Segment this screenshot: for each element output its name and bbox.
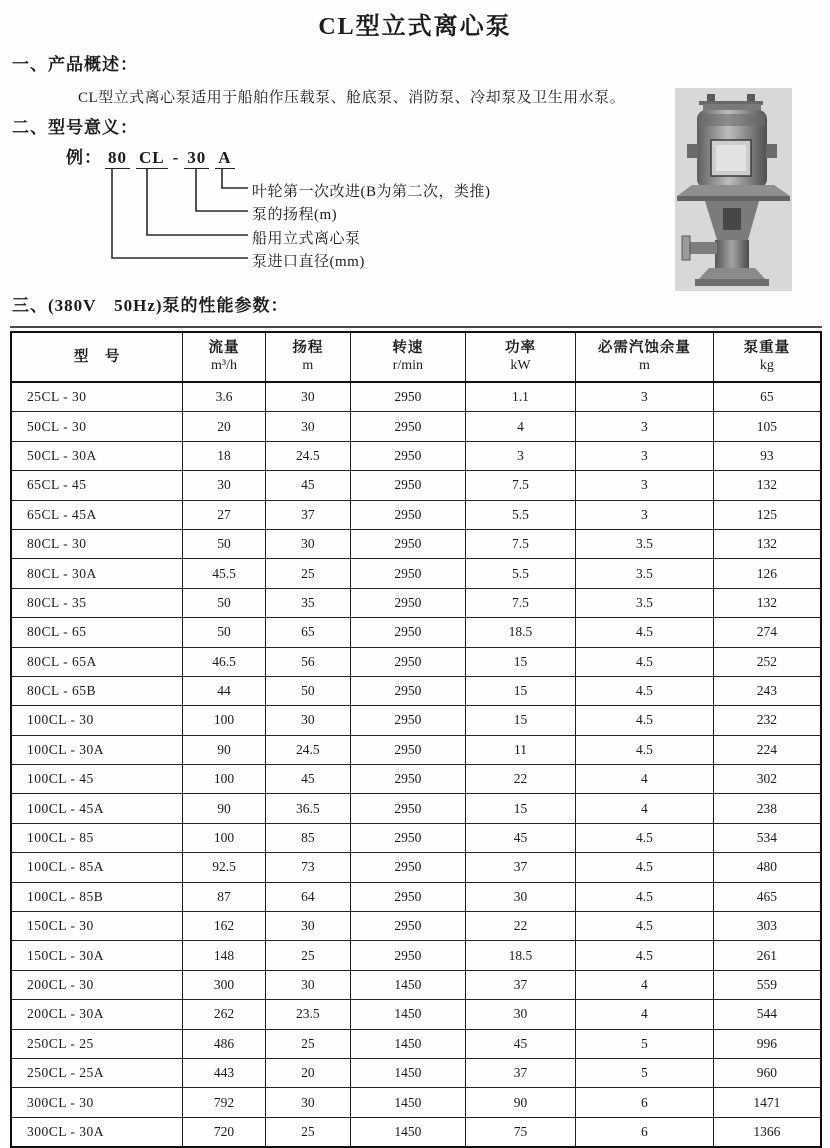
value-cell: 2950 — [350, 823, 465, 852]
model-cell: 100CL - 30 — [11, 706, 183, 735]
value-cell: 224 — [713, 735, 821, 764]
value-cell: 37 — [465, 853, 575, 882]
value-cell: 2950 — [350, 882, 465, 911]
column-header-label: 泵重量 — [743, 340, 791, 357]
value-cell: 2950 — [350, 647, 465, 676]
model-part-dash: - — [172, 148, 180, 167]
value-cell: 4 — [576, 1000, 714, 1029]
value-cell: 252 — [713, 647, 821, 676]
value-cell: 90 — [183, 735, 266, 764]
table-row — [11, 735, 821, 764]
section-model-heading: 二、型号意义： — [12, 118, 138, 137]
value-cell: 65 — [713, 382, 821, 412]
value-cell: 100 — [183, 765, 266, 794]
table-row — [11, 412, 821, 441]
value-cell: 4 — [576, 794, 714, 823]
value-cell: 2950 — [350, 912, 465, 941]
value-cell: 559 — [713, 970, 821, 999]
value-cell: 3 — [576, 412, 714, 441]
table-row — [11, 382, 821, 412]
value-cell: 1450 — [350, 1058, 465, 1087]
value-cell: 1471 — [713, 1088, 821, 1117]
model-cell: 80CL - 65B — [11, 676, 183, 705]
value-cell: 4.5 — [576, 823, 714, 852]
value-cell: 4.5 — [576, 735, 714, 764]
value-cell: 792 — [183, 1088, 266, 1117]
value-cell: 50 — [183, 588, 266, 617]
model-cell: 100CL - 45 — [11, 765, 183, 794]
value-cell: 534 — [713, 823, 821, 852]
column-header — [465, 332, 575, 382]
value-cell: 24.5 — [265, 735, 350, 764]
value-cell: 45 — [265, 471, 350, 500]
value-cell: 303 — [713, 912, 821, 941]
value-cell: 2950 — [350, 618, 465, 647]
value-cell: 2950 — [350, 853, 465, 882]
table-row — [11, 500, 821, 529]
table-header-row — [11, 332, 821, 382]
model-cell: 80CL - 30 — [11, 529, 183, 558]
column-header — [576, 332, 714, 382]
table-row — [11, 1058, 821, 1087]
value-cell: 4.5 — [576, 853, 714, 882]
table-row — [11, 1117, 821, 1147]
value-cell: 243 — [713, 676, 821, 705]
column-header — [183, 332, 266, 382]
table-row — [11, 765, 821, 794]
value-cell: 4.5 — [576, 941, 714, 970]
value-cell: 960 — [713, 1058, 821, 1087]
model-cell: 250CL - 25A — [11, 1058, 183, 1087]
value-cell: 1450 — [350, 1088, 465, 1117]
model-cell: 100CL - 30A — [11, 735, 183, 764]
value-cell: 1.1 — [465, 382, 575, 412]
value-cell: 996 — [713, 1029, 821, 1058]
value-cell: 1450 — [350, 1117, 465, 1147]
column-header-label: 型 号 — [73, 348, 121, 365]
value-cell: 45 — [265, 765, 350, 794]
value-cell: 15 — [465, 676, 575, 705]
model-cell: 300CL - 30 — [11, 1088, 183, 1117]
value-cell: 45 — [465, 1029, 575, 1058]
value-cell: 24.5 — [265, 441, 350, 470]
model-cell: 100CL - 85 — [11, 823, 183, 852]
value-cell: 262 — [183, 1000, 266, 1029]
value-cell: 4.5 — [576, 618, 714, 647]
value-cell: 486 — [183, 1029, 266, 1058]
value-cell: 11 — [465, 735, 575, 764]
table-row — [11, 559, 821, 588]
table-row — [11, 529, 821, 558]
value-cell: 73 — [265, 853, 350, 882]
value-cell: 30 — [465, 1000, 575, 1029]
table-row — [11, 1088, 821, 1117]
column-header-unit: m — [302, 358, 314, 374]
column-header-label: 流量 — [208, 340, 240, 357]
model-cell: 200CL - 30 — [11, 970, 183, 999]
value-cell: 18.5 — [465, 618, 575, 647]
value-cell: 36.5 — [265, 794, 350, 823]
model-cell: 50CL - 30A — [11, 441, 183, 470]
table-body — [11, 382, 821, 1147]
value-cell: 25 — [265, 1117, 350, 1147]
value-cell: 90 — [465, 1088, 575, 1117]
value-cell: 6 — [576, 1088, 714, 1117]
column-header-label: 必需汽蚀余量 — [597, 340, 691, 357]
value-cell: 44 — [183, 676, 266, 705]
value-cell: 100 — [183, 706, 266, 735]
value-cell: 35 — [265, 588, 350, 617]
value-cell: 3.5 — [576, 588, 714, 617]
table-row — [11, 853, 821, 882]
value-cell: 45.5 — [183, 559, 266, 588]
model-callout-pump-type: 船用立式离心泵 — [252, 231, 361, 247]
value-cell: 18 — [183, 441, 266, 470]
value-cell: 20 — [183, 412, 266, 441]
value-cell: 50 — [183, 529, 266, 558]
column-header-unit: m — [638, 358, 650, 374]
value-cell: 125 — [713, 500, 821, 529]
value-cell: 3.5 — [576, 559, 714, 588]
model-meaning-diagram — [66, 143, 536, 275]
value-cell: 2950 — [350, 382, 465, 412]
value-cell: 4 — [576, 765, 714, 794]
value-cell: 2950 — [350, 706, 465, 735]
value-cell: 720 — [183, 1117, 266, 1147]
column-header-unit: r/min — [392, 358, 424, 374]
table-row — [11, 970, 821, 999]
table-row — [11, 882, 821, 911]
section-performance-heading: 三、(380V 50Hz)泵的性能参数： — [12, 296, 289, 315]
model-cell: 80CL - 35 — [11, 588, 183, 617]
table-row — [11, 941, 821, 970]
value-cell: 37 — [465, 1058, 575, 1087]
value-cell: 132 — [713, 529, 821, 558]
value-cell: 4.5 — [576, 676, 714, 705]
value-cell: 105 — [713, 412, 821, 441]
column-header — [713, 332, 821, 382]
model-callout-impeller-revision: 叶轮第一次改进(B为第二次，类推) — [252, 184, 491, 200]
value-cell: 85 — [265, 823, 350, 852]
value-cell: 274 — [713, 618, 821, 647]
model-cell: 100CL - 45A — [11, 794, 183, 823]
value-cell: 3.5 — [576, 529, 714, 558]
value-cell: 2950 — [350, 941, 465, 970]
table-row — [11, 912, 821, 941]
value-cell: 30 — [265, 970, 350, 999]
value-cell: 544 — [713, 1000, 821, 1029]
value-cell: 2950 — [350, 559, 465, 588]
performance-table — [10, 331, 822, 1148]
model-cell: 80CL - 30A — [11, 559, 183, 588]
model-cell: 25CL - 30 — [11, 382, 183, 412]
value-cell: 1366 — [713, 1117, 821, 1147]
model-cell: 80CL - 65 — [11, 618, 183, 647]
value-cell: 30 — [265, 412, 350, 441]
table-top-rule — [10, 326, 822, 328]
model-callout-inlet-diameter: 泵进口直径(mm) — [252, 254, 365, 270]
value-cell: 75 — [465, 1117, 575, 1147]
value-cell: 30 — [465, 882, 575, 911]
model-cell: 250CL - 25 — [11, 1029, 183, 1058]
value-cell: 4.5 — [576, 647, 714, 676]
value-cell: 27 — [183, 500, 266, 529]
value-cell: 45 — [465, 823, 575, 852]
value-cell: 443 — [183, 1058, 266, 1087]
value-cell: 2950 — [350, 412, 465, 441]
value-cell: 22 — [465, 912, 575, 941]
model-cell: 80CL - 65A — [11, 647, 183, 676]
column-header-unit: kg — [759, 358, 774, 374]
column-header-label: 功率 — [504, 340, 536, 357]
column-header-unit: kW — [510, 358, 531, 374]
value-cell: 15 — [465, 794, 575, 823]
column-header — [265, 332, 350, 382]
model-cell: 300CL - 30A — [11, 1117, 183, 1147]
model-cell: 200CL - 30A — [11, 1000, 183, 1029]
value-cell: 37 — [265, 500, 350, 529]
table-row — [11, 706, 821, 735]
value-cell: 1450 — [350, 970, 465, 999]
value-cell: 4 — [465, 412, 575, 441]
value-cell: 3 — [576, 500, 714, 529]
value-cell: 2950 — [350, 794, 465, 823]
value-cell: 30 — [265, 529, 350, 558]
page-title: CL型立式离心泵 — [318, 14, 512, 40]
value-cell: 23.5 — [265, 1000, 350, 1029]
value-cell: 50 — [265, 676, 350, 705]
value-cell: 132 — [713, 471, 821, 500]
value-cell: 7.5 — [465, 471, 575, 500]
value-cell: 25 — [265, 559, 350, 588]
value-cell: 4.5 — [576, 882, 714, 911]
value-cell: 2950 — [350, 676, 465, 705]
value-cell: 2950 — [350, 765, 465, 794]
column-header-label: 转速 — [392, 340, 424, 357]
value-cell: 25 — [265, 1029, 350, 1058]
value-cell: 2950 — [350, 529, 465, 558]
value-cell: 148 — [183, 941, 266, 970]
table-row — [11, 1029, 821, 1058]
column-header-label: 扬程 — [292, 340, 324, 357]
value-cell: 126 — [713, 559, 821, 588]
model-part-head: 30 — [184, 148, 209, 169]
value-cell: 22 — [465, 765, 575, 794]
value-cell: 3.6 — [183, 382, 266, 412]
table-row — [11, 618, 821, 647]
model-cell: 150CL - 30 — [11, 912, 183, 941]
value-cell: 261 — [713, 941, 821, 970]
value-cell: 302 — [713, 765, 821, 794]
model-cell: 150CL - 30A — [11, 941, 183, 970]
model-cell: 65CL - 45A — [11, 500, 183, 529]
value-cell: 6 — [576, 1117, 714, 1147]
value-cell: 5.5 — [465, 559, 575, 588]
value-cell: 5 — [576, 1029, 714, 1058]
value-cell: 7.5 — [465, 529, 575, 558]
value-cell: 56 — [265, 647, 350, 676]
value-cell: 92.5 — [183, 853, 266, 882]
value-cell: 238 — [713, 794, 821, 823]
model-part-diameter: 80 — [105, 148, 130, 169]
model-example-prefix: 例： — [66, 148, 102, 167]
value-cell: 30 — [265, 382, 350, 412]
value-cell: 132 — [713, 588, 821, 617]
table-row — [11, 823, 821, 852]
value-cell: 5.5 — [465, 500, 575, 529]
value-cell: 4.5 — [576, 706, 714, 735]
value-cell: 100 — [183, 823, 266, 852]
value-cell: 30 — [265, 706, 350, 735]
model-part-type: CL — [136, 148, 168, 169]
table-row — [11, 794, 821, 823]
value-cell: 7.5 — [465, 588, 575, 617]
table-row — [11, 588, 821, 617]
value-cell: 3 — [576, 382, 714, 412]
table-row — [11, 1000, 821, 1029]
value-cell: 3 — [465, 441, 575, 470]
value-cell: 3 — [576, 441, 714, 470]
model-cell: 50CL - 30 — [11, 412, 183, 441]
value-cell: 30 — [183, 471, 266, 500]
model-cell: 65CL - 45 — [11, 471, 183, 500]
value-cell: 15 — [465, 647, 575, 676]
value-cell: 480 — [713, 853, 821, 882]
value-cell: 65 — [265, 618, 350, 647]
table-row — [11, 471, 821, 500]
pump-photo — [675, 88, 792, 291]
value-cell: 3 — [576, 471, 714, 500]
model-callout-head: 泵的扬程(m) — [252, 207, 338, 223]
value-cell: 2950 — [350, 588, 465, 617]
value-cell: 2950 — [350, 500, 465, 529]
value-cell: 1450 — [350, 1000, 465, 1029]
value-cell: 87 — [183, 882, 266, 911]
section-overview-body: CL型立式离心泵适用于船舶作压载泵、舱底泵、消防泵、冷却泵及卫生用水泵。 — [78, 90, 626, 106]
model-part-revision: A — [215, 148, 234, 169]
value-cell: 2950 — [350, 735, 465, 764]
value-cell: 20 — [265, 1058, 350, 1087]
column-header — [11, 332, 183, 382]
table-row — [11, 676, 821, 705]
column-header-unit: m³/h — [211, 358, 238, 374]
value-cell: 15 — [465, 706, 575, 735]
value-cell: 162 — [183, 912, 266, 941]
value-cell: 2950 — [350, 441, 465, 470]
value-cell: 232 — [713, 706, 821, 735]
model-cell: 100CL - 85B — [11, 882, 183, 911]
model-cell: 100CL - 85A — [11, 853, 183, 882]
value-cell: 30 — [265, 912, 350, 941]
table-row — [11, 441, 821, 470]
value-cell: 300 — [183, 970, 266, 999]
table-head — [11, 332, 821, 382]
value-cell: 5 — [576, 1058, 714, 1087]
value-cell: 37 — [465, 970, 575, 999]
value-cell: 50 — [183, 618, 266, 647]
value-cell: 25 — [265, 941, 350, 970]
value-cell: 90 — [183, 794, 266, 823]
value-cell: 64 — [265, 882, 350, 911]
value-cell: 93 — [713, 441, 821, 470]
value-cell: 18.5 — [465, 941, 575, 970]
value-cell: 2950 — [350, 471, 465, 500]
value-cell: 46.5 — [183, 647, 266, 676]
value-cell: 4 — [576, 970, 714, 999]
section-overview-heading: 一、产品概述： — [12, 55, 138, 74]
table-row — [11, 647, 821, 676]
value-cell: 30 — [265, 1088, 350, 1117]
value-cell: 4.5 — [576, 912, 714, 941]
value-cell: 465 — [713, 882, 821, 911]
value-cell: 1450 — [350, 1029, 465, 1058]
column-header — [350, 332, 465, 382]
